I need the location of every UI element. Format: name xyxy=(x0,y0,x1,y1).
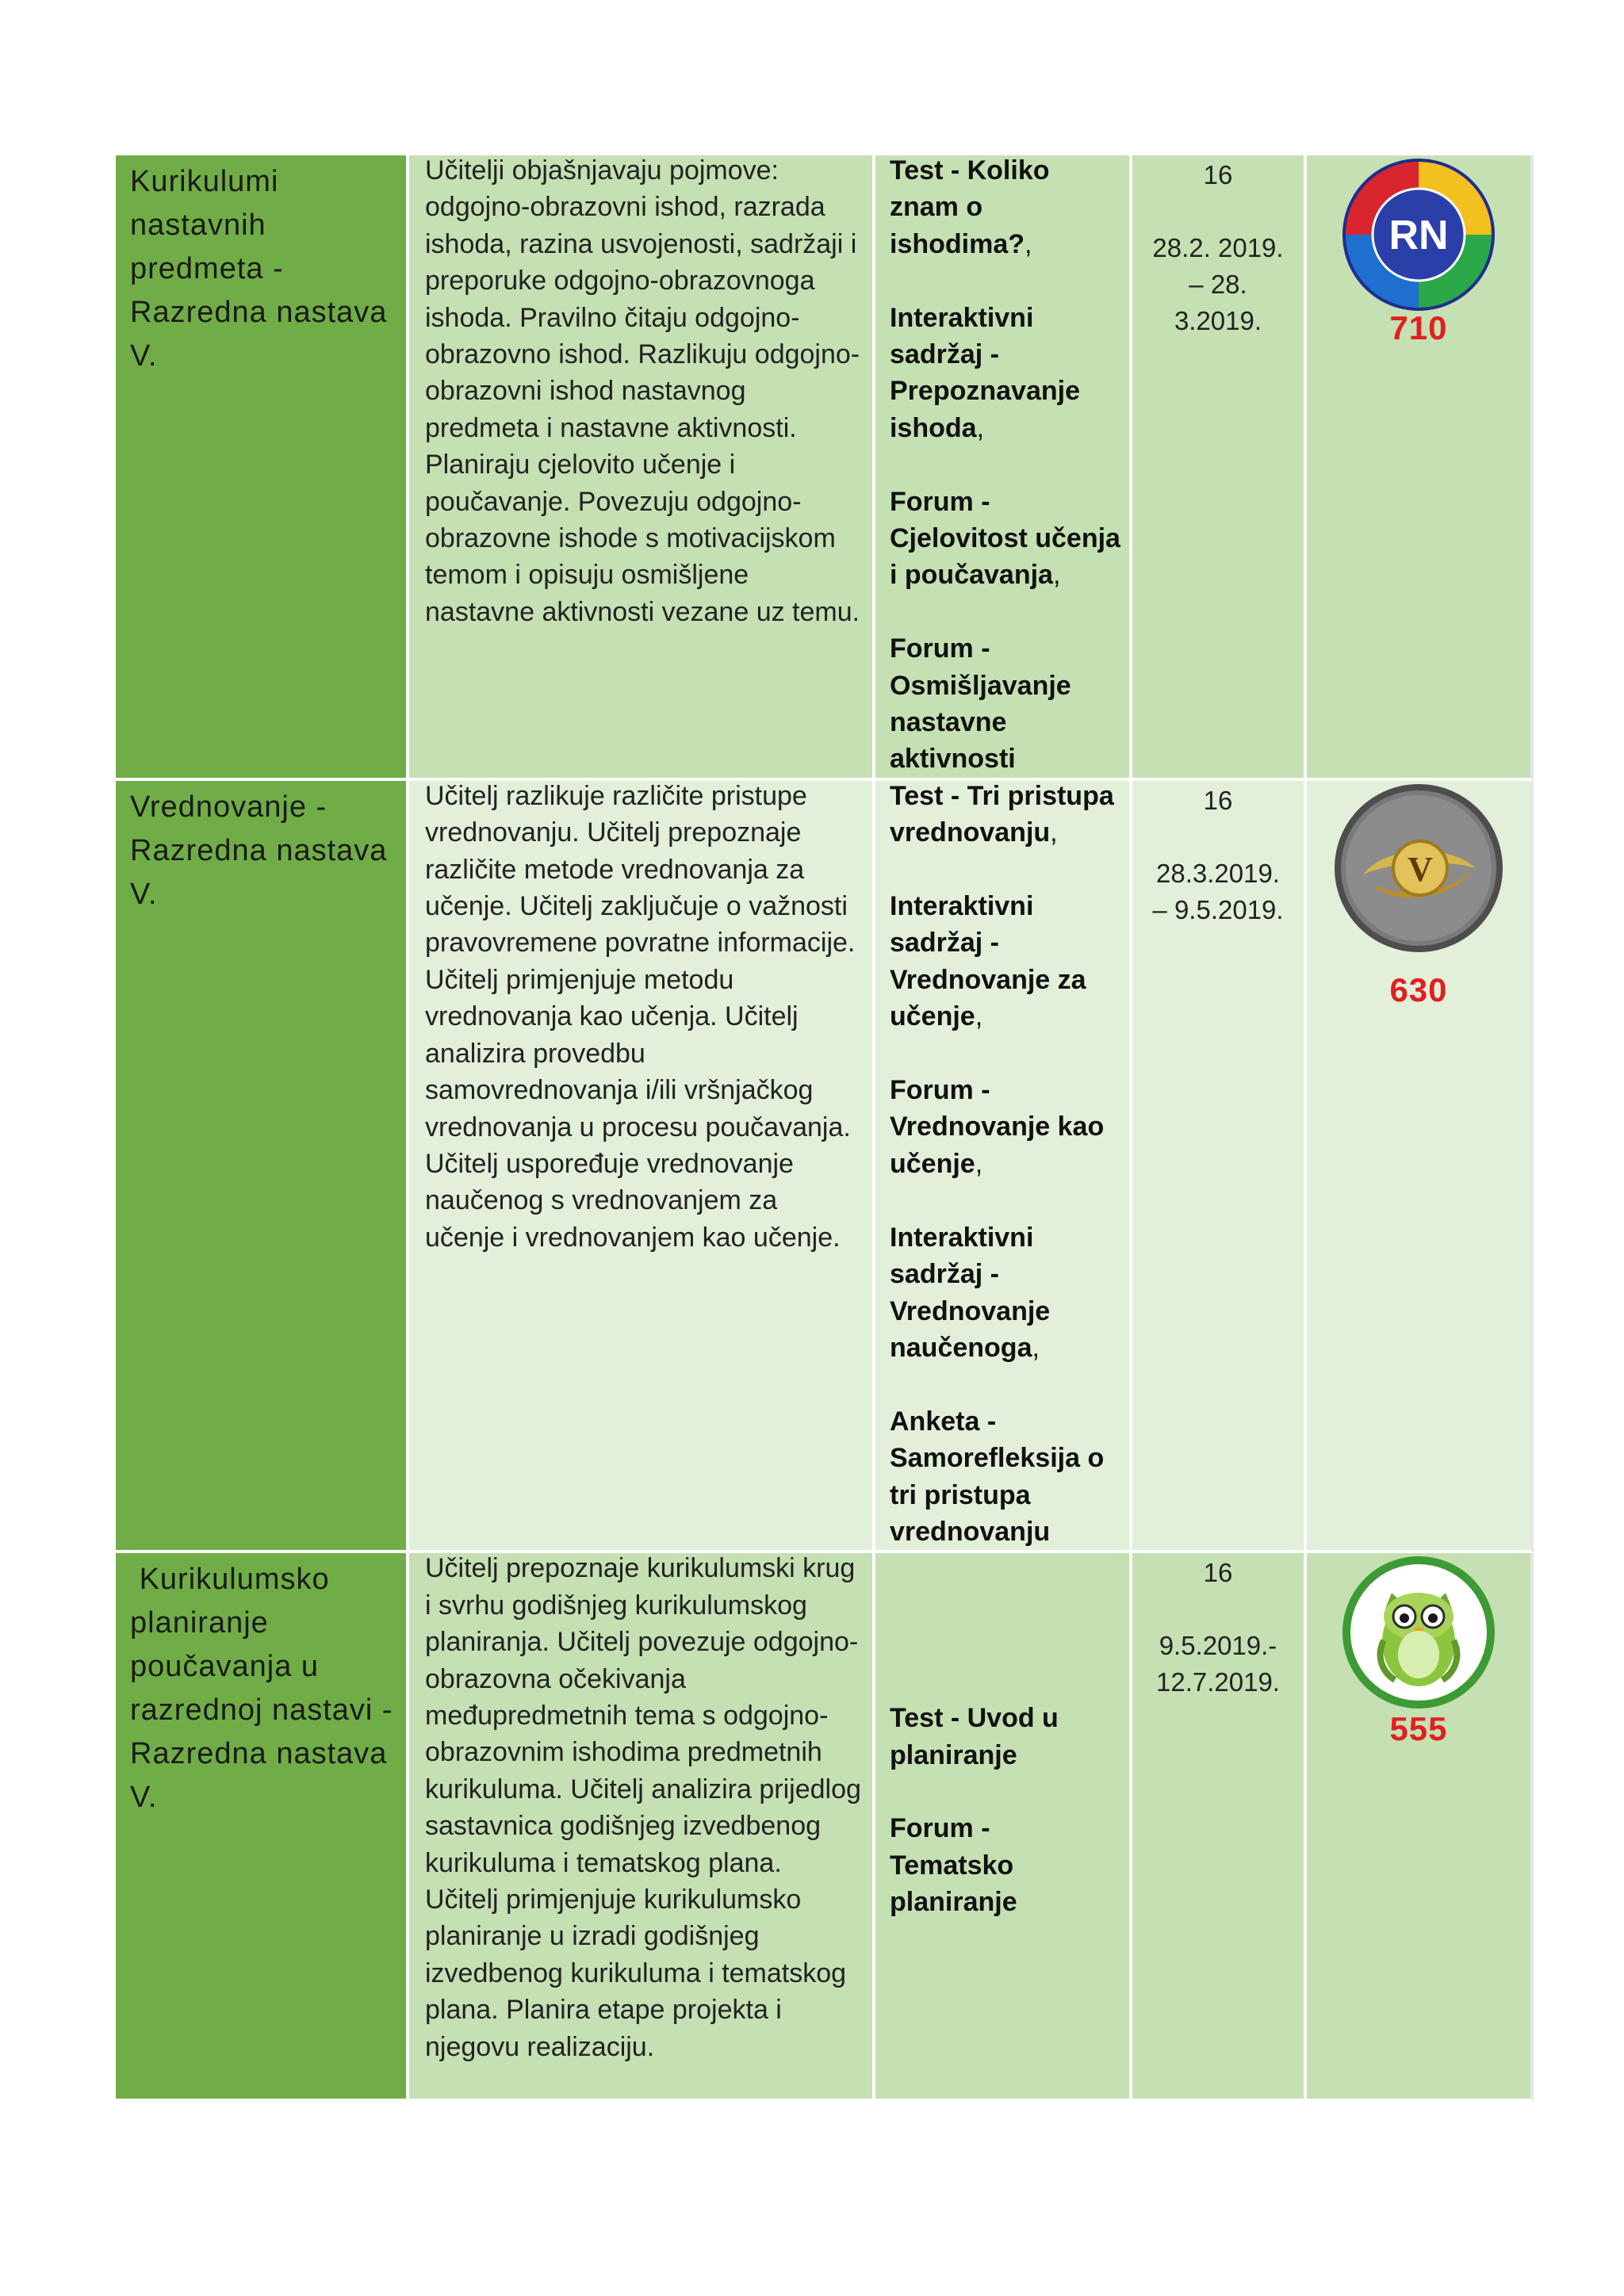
owl-icon xyxy=(1307,1553,1530,1712)
table-row xyxy=(116,781,1534,1553)
course-title-cell xyxy=(116,155,409,781)
activities-cell xyxy=(875,781,1132,1553)
table-row xyxy=(116,1553,1534,2102)
v-coin-icon xyxy=(1307,781,1530,955)
date-range: 28.3.2019. – 9.5.2019. xyxy=(1152,858,1284,924)
course-title-cell xyxy=(116,781,409,1553)
badge-count: 555 xyxy=(1389,1710,1448,1748)
date-range: 28.2. 2019. – 28. 3.2019. xyxy=(1152,233,1284,335)
hours-value: 16 xyxy=(1203,1558,1233,1588)
activity-list xyxy=(875,155,1129,778)
activity-item: Forum - Tematsko planiranje xyxy=(890,1813,1017,1918)
badge-count: 630 xyxy=(1389,970,1448,1008)
badge-cell xyxy=(1307,781,1534,1553)
rn-logo-icon xyxy=(1307,155,1530,314)
dates-cell xyxy=(1132,155,1307,781)
course-title: Kurikulumsko planiranje poučavanja u razrednoj nastavi - Razredna nastava V. xyxy=(130,1563,393,1815)
svg-text:V: V xyxy=(1408,849,1433,889)
course-description: Učitelji objašnjavaju pojmove: odgojno-obrazovni ishod, razrada ishoda, razina usvojenosti, sadržaji i preporuke odgojno-obrazovnoga ishoda. Pravilno čitaju odgojno-obrazovno ishod. Razlikuju odgojno-obrazovni ishod nastavnog predmeta i nastavne aktivnosti. Planiraju cjelovito učenje i poučavanje. Povezuju odgojno-obrazovne ishode s motivacijskom temom i opisuju osmišljene nastavne aktivnosti vezane uz temu. xyxy=(425,155,860,627)
badge-cell xyxy=(1307,1553,1534,2102)
badge-cell xyxy=(1307,155,1534,781)
hours-value: 16 xyxy=(1203,160,1233,189)
hours-value: 16 xyxy=(1203,785,1233,815)
description-cell xyxy=(409,155,875,781)
course-title: Vrednovanje - Razredna nastava V. xyxy=(130,790,388,911)
activity-item: Anketa - Samorefleksija o tri pristupa vrednovanju xyxy=(890,1406,1105,1547)
activity-item: Interaktivni sadržaj - Prepoznavanje ishoda, xyxy=(890,302,1080,443)
activity-item: Forum - Osmišljavanje nastavne aktivnosti xyxy=(890,633,1071,775)
dates-cell xyxy=(1132,1553,1307,2102)
activity-item: Forum - Vrednovanje kao učenje, xyxy=(890,1075,1105,1179)
activity-list xyxy=(875,781,1129,1550)
activities-cell xyxy=(875,155,1132,781)
svg-text:RN: RN xyxy=(1388,212,1449,258)
badge-count: 710 xyxy=(1389,309,1448,346)
course-table xyxy=(116,155,1534,2102)
activity-item: Forum - Cjelovitost učenja i poučavanja, xyxy=(890,486,1120,591)
dates-cell xyxy=(1132,781,1307,1553)
date-range: 9.5.2019.- 12.7.2019. xyxy=(1156,1631,1280,1697)
course-title: Kurikulumi nastavnih predmeta - Razredna nastava V. xyxy=(130,165,388,373)
course-description: Učitelj razlikuje različite pristupe vrednovanju. Učitelj prepoznaje različite metode vrednovanja za učenje. Učitelj zaključuje o važnosti pravovremene povratne informacije. Učitelj primjenjuje metodu vrednovanja kao učenja. Učitelj analizira provedbu samovrednovanja i/ili vršnjačkog vrednovanja u procesu poučavanja. Učitelj uspoređuje vrednovanje naučenog s vrednovanjem za učenje i vrednovanjem kao učenje. xyxy=(425,780,856,1253)
activity-list xyxy=(875,1700,1129,1920)
activity-item: Test - Tri pristupa vrednovanju, xyxy=(890,780,1114,848)
activity-item: Interaktivni sadržaj - Vrednovanje naučenoga, xyxy=(890,1222,1051,1363)
table-row xyxy=(116,155,1534,781)
course-description: Učitelj prepoznaje kurikulumski krug i svrhu godišnjeg kurikulumskog planiranja. Učitelj povezuje odgojno-obrazovna očekivanja međupredmetnih tema s odgojno-obrazovnim ishodima predmetnih kurikuluma. Učitelj analizira prijedlog sastavnica godišnjeg izvedbenog kurikuluma i tematskog plana. Učitelj primjenjuje kurikulumsko planiranje u izradi godišnjeg izvedbenog kurikuluma i tematskog plana. Planira etape projekta i njegovu realizaciju. xyxy=(425,1553,861,2062)
activities-cell xyxy=(875,1553,1132,2102)
activity-item: Interaktivni sadržaj - Vrednovanje za učenje, xyxy=(890,891,1086,1032)
course-title-cell xyxy=(116,1553,409,2102)
description-cell xyxy=(409,1553,875,2102)
activity-item: Test - Koliko znam o ishodima?, xyxy=(890,155,1050,259)
activity-item: Test - Uvod u planiranje xyxy=(890,1703,1059,1770)
description-cell xyxy=(409,781,875,1553)
